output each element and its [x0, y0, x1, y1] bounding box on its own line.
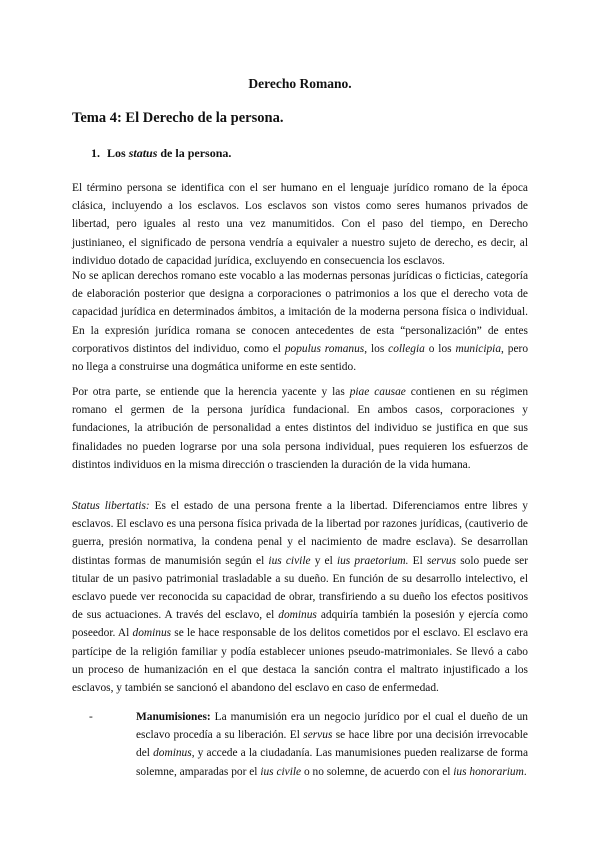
paragraph-status-libertatis	[72, 497, 528, 697]
text-run: La manumisión era un negocio jurídico por el cual el dueño de un esclavo procedía a su liberación. El	[136, 711, 528, 742]
italic-term: ius praetorium.	[336, 554, 409, 567]
paragraph-herencia-yacente	[72, 383, 528, 474]
italic-term: servus	[426, 554, 457, 567]
text-run: No se aplican derechos romano este vocablo a las modernas personas jurídicas o ficticias, categoría de elaboración posterior que designa a corporaciones o patrimonios a los que el derecho vota de capacidad jurídica en determinados ámbitos, a imitación de la moderna persona física o individual. En la expresión jurídica romana se conocen antecedentes de esta “personalización” de entes corporativos distintos del individuo, como el	[72, 270, 528, 355]
text-run: contienen en su régimen romano el germen de la persona jurídica fundacional. En ambos casos, corporaciones y fundaciones, la atribución de personalidad a entes distintos del individuo se justifica en que sus finalidades no pueden lograrse por una sola persona individual, pues requieren los esfuerzos de distintos individuos en la misma dirección o trascienden la duración de la vida humana.	[72, 386, 529, 471]
text-run: Es el estado de una persona frente a la libertad. Diferenciamos entre libres y esclavos. El esclavo es una persona física privada de la libertad por razones jurídicas, (cautiverio de guerra, presión normativa, la condena penal y el nacimiento de madre esclava). Se desarrollan distintas formas de manumisión según el	[72, 500, 529, 567]
text-run: o no solemne, de acuerdo con el	[301, 765, 454, 778]
section-title-after: de la persona.	[157, 146, 232, 160]
italic-term: piae causae	[349, 386, 406, 398]
text-run: , y accede a la ciudadanía. Las manumisiones pueden realizarse de forma solemne, amparadas por el	[136, 747, 529, 778]
text-run: y el	[310, 554, 337, 567]
bullet-text	[136, 708, 528, 781]
paragraph-personas-juridicas	[72, 267, 528, 376]
section-title-italic: status	[128, 146, 158, 160]
tema-heading: Tema 4: El Derecho de la persona.	[72, 110, 284, 126]
italic-term: ius civile	[260, 765, 302, 778]
text-run: o los	[424, 342, 456, 355]
text-run: El	[408, 554, 427, 567]
bullet-dash: -	[89, 711, 93, 723]
section-title-before: Los	[107, 146, 129, 160]
text-run: , pero no llega a construirse una dogmática uniforme en este sentido.	[72, 342, 529, 374]
text-run: solo puede ser titular de un pasivo patrimonial trasladable a su dueño. En función de su desarrollo intelectivo, el esclavo puede ver reconocida su capacidad de obrar, transfiriendo a su dueño los efectos positivos de sus actuaciones. A través del esclavo, el	[72, 554, 528, 622]
text-run: Por otra parte, se entiende que la herencia yacente y las	[72, 386, 350, 398]
text-run: adquiría también la posesión y ejercía como poseedor. Al	[72, 609, 528, 640]
text-run: se le hace responsable de los delitos cometidos por el esclavo. El esclavo era partícipe de la religión familiar y podía establecer uniones pseudo-matrimoniales. Se llevó a cabo un proceso de humanización en el que destaca la sanción contra el maltrato injustificado a los esclavos, y también se sancionó el abandono del esclavo en caso de enfermedad.	[72, 627, 528, 695]
section-number: 1.	[91, 146, 100, 160]
italic-term: servus	[303, 729, 333, 742]
bullet-manumisiones	[89, 708, 528, 781]
italic-term: ius honorarium	[453, 765, 524, 778]
italic-term: Status libertatis:	[72, 500, 150, 512]
text-run: se hace libre por una decisión irrevocable del	[136, 729, 528, 760]
document-title: Derecho Romano.	[248, 76, 352, 91]
bold-term: Manumisiones:	[136, 711, 211, 723]
italic-term: dominus	[132, 627, 172, 640]
italic-term: collegia	[388, 342, 425, 355]
italic-term: dominus	[153, 747, 192, 760]
text-run: , los	[364, 342, 389, 355]
paragraph-persona: El término persona se identifica con el ser humano en el lenguaje jurídico romano de la época clásica, incluyendo a los esclavos. Los esclavos son vistos como seres humanos privados de libertad, pero iguales al resto una vez manumitidos. Con el paso del tiempo, en Derecho justinianeo, el significado de persona vendría a equivaler a nuestro sujeto de derecho, es decir, al individuo dotado de capacidad jurídica, excluyendo en consecuencia los esclavos.	[72, 182, 528, 267]
italic-term: dominus	[278, 609, 317, 622]
italic-term: populus romanus	[284, 342, 365, 355]
text-run: .	[523, 765, 527, 778]
italic-term: ius civile	[268, 554, 311, 567]
section-heading	[91, 146, 231, 161]
italic-term: municipia	[455, 342, 502, 355]
